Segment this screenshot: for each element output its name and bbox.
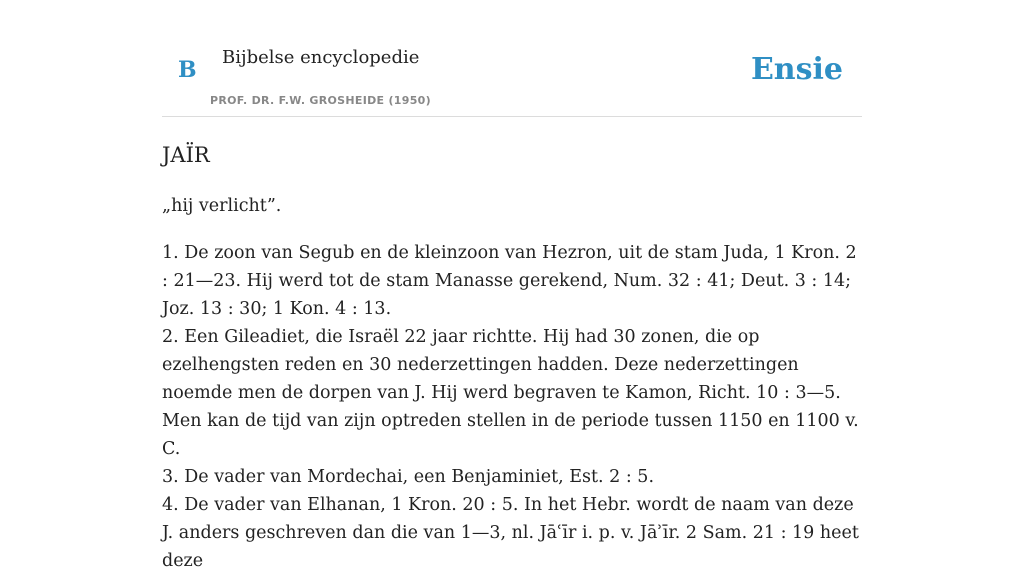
book-author: PROF. DR. F.W. GROSHEIDE (1950) — [210, 94, 431, 107]
brand-logo[interactable]: Ensie — [750, 52, 843, 87]
entry-title: JAÏR — [162, 143, 210, 167]
entry-paragraph: 2. Een Gileadiet, die Israël 22 jaar richtte. Hij had 30 zonen, die op ezelhengsten reden en 30 nederzettingen hadden. Deze nederzettingen noemde men de dorpen van J. Hij werd begraven te Kamon, Richt. 10 : 3—5. Men kan de tijd van zijn optreden stellen in de periode tussen 1150 en 1100 v. C. — [162, 327, 859, 459]
entry-paragraph: 3. De vader van Mordechai, een Benjaminiet, Est. 2 : 5. — [162, 467, 655, 487]
site-header — [162, 0, 862, 117]
entry-body — [162, 239, 862, 575]
book-logo[interactable]: B — [178, 57, 197, 83]
article-page — [162, 0, 862, 571]
entry-meaning: „hij verlicht”. — [162, 196, 282, 216]
entry-paragraph: 1. De zoon van Segub en de kleinzoon van Hezron, uit de stam Juda, 1 Kron. 2 : 21—23. Hij werd tot de stam Manasse gerekend, Num. 32 : 41; Deut. 3 : 14; Joz. 13 : 30; 1 Kon. 4 : 13. — [162, 243, 857, 319]
entry-paragraph: 4. De vader van Elhanan, 1 Kron. 20 : 5. In het Hebr. wordt de naam van deze J. anders geschreven dan die van 1—3, nl. Jāʿīr i. p. v. Jāʾīr. 2 Sam. 21 : 19 heet deze — [162, 495, 859, 571]
book-title-link[interactable]: Bijbelse encyclopedie — [222, 47, 420, 68]
